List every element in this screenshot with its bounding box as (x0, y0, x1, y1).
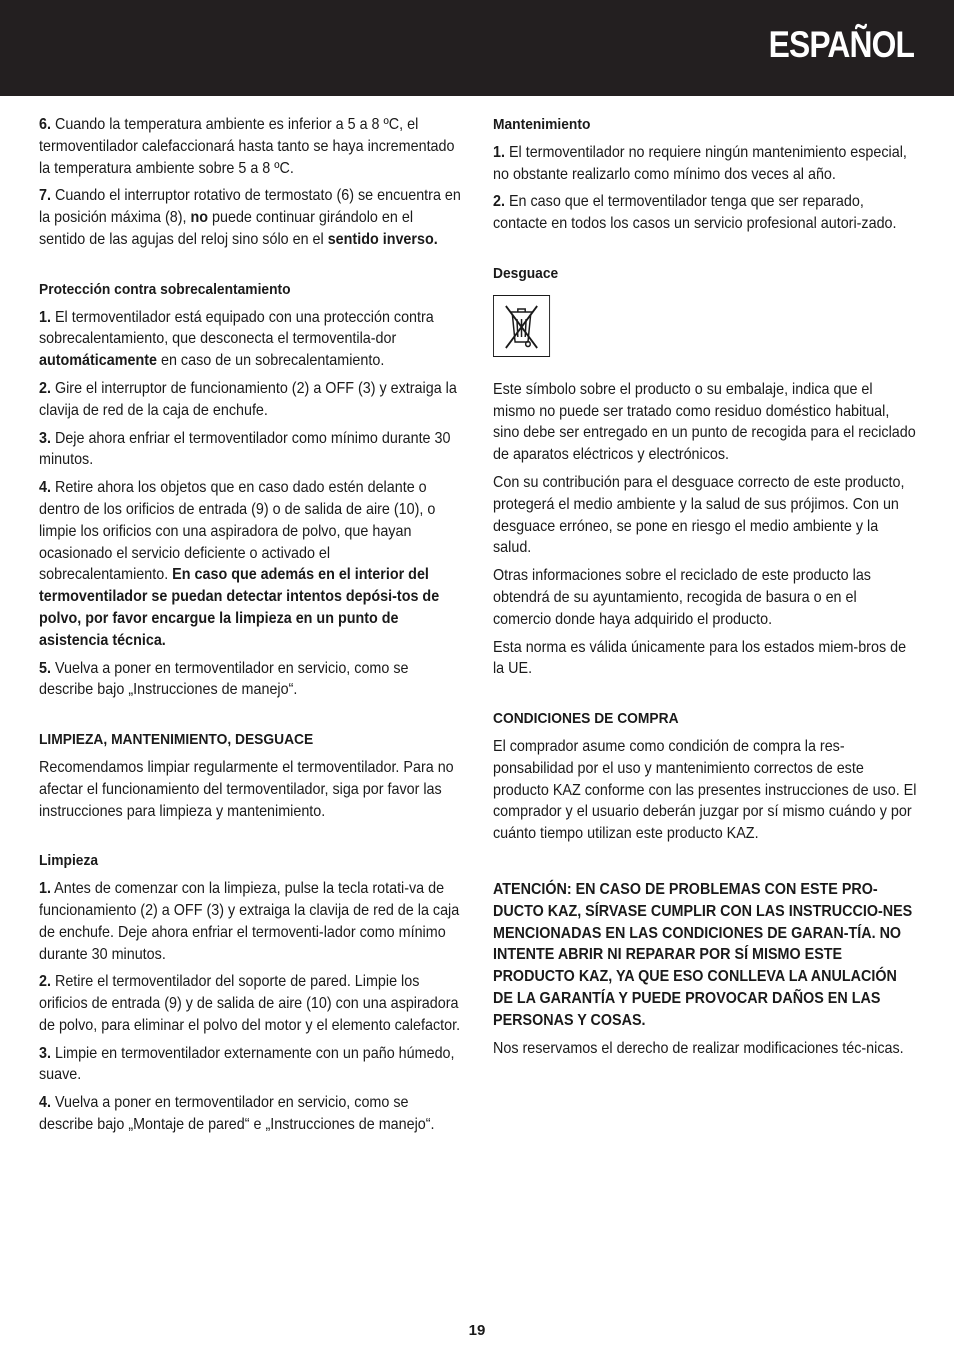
list-item (493, 142, 917, 186)
item-number: 4. (39, 1094, 51, 1112)
right-column (493, 114, 917, 1065)
item-text: Limpie en termoventilador externamente con un paño húmedo, suave. (39, 1044, 455, 1084)
list-item (39, 378, 463, 422)
item-text: Vuelva a poner en termoventilador en servicio, como se describe bajo „Montaje de pared“ e „Instrucciones de manejo“. (39, 1094, 435, 1134)
list-item (39, 878, 463, 965)
item-text: En caso que además en el interior del termoventilador se puedan detectar intentos depósi-tos de polvo, por favor encargue la limpieza en un punto de asistencia técnica. (39, 566, 440, 649)
list-item (39, 307, 463, 372)
disposal-paragraph: Otras informaciones sobre el reciclado de este producto las obtendrá de su ayuntamiento, recogida de basura o en el comercio donde haya adquirido el producto. (493, 567, 871, 628)
item-number: 2. (39, 973, 51, 991)
disposal-paragraph: Esta norma es válida únicamente para los estados miem-bros de la UE. (493, 638, 907, 678)
disposal-heading: Desguace (493, 264, 559, 282)
warning-text: ATENCIÓN: EN CASO DE PROBLEMAS CON ESTE PRO-DUCTO KAZ, SÍRVASE CUMPLIR CON LAS INSTRUCCIO-NES MENCIONADAS EN LAS CONDICIONES DE GARAN-TÍA. NO INTENTE ABRIR NI REPARAR POR SÍ MISMO ESTE PRODUCTO KAZ, YA QUE ESO CONLLEVA LA ANULACIÓN DE LA GARANTÍA Y PUEDE PROVOCAR DAÑOS EN LAS PERSONAS Y COSAS. (493, 880, 913, 1029)
disposal-paragraph: Este símbolo sobre el producto o su embalaje, indica que el mismo no puede ser tratado como residuo doméstico habitual, sino debe ser entregado en un punto de recogida para el reciclado de aparatos eléctricos y electrónicos. (493, 380, 916, 464)
item-number: 3. (39, 429, 51, 447)
item-text: El termoventilador está equipado con una protección contra sobrecalentamiento, que desconecta el termoventila-dor (39, 308, 434, 348)
item-number: 1. (493, 143, 505, 161)
cleaning-heading: Limpieza (39, 852, 99, 870)
item-number: 3. (39, 1044, 51, 1062)
cleaning-section-heading: LIMPIEZA, MANTENIMIENTO, DESGUACE (39, 731, 314, 749)
item-number: 4. (39, 479, 51, 497)
item-text: sentido inverso. (327, 230, 438, 248)
item-number: 5. (39, 659, 51, 677)
left-column (39, 114, 463, 1142)
item-text: en caso de un sobrecalentamiento. (157, 352, 385, 370)
item-text: Cuando la temperatura ambiente es inferior a 5 a 8 ºC, el termoventilador calefaccionará hasta tanto se haya incrementado la temperatura ambiente sobre 5 a 8 ºC. (39, 116, 455, 177)
page-number: 19 (468, 1322, 486, 1339)
list-item (39, 1043, 463, 1087)
list-item (39, 114, 463, 179)
item-text: Retire el termoventilador del soporte de pared. Limpie los orificios de entrada (9) y de salida de aire (10) con una aspiradora de polvo, para eliminar el polvo del motor y el elemento calefactor. (39, 973, 461, 1034)
page-header (0, 0, 954, 96)
disposal-paragraph: Con su contribución para el desguace correcto de este producto, protegerá el medio ambiente y la salud de sus prójimos. Con un desguace erróneo, se pone en riesgo el medio ambiente y la salud. (493, 473, 905, 557)
item-text: puede continuar girándolo en el sentido de las agujas del reloj sino sólo en el (39, 209, 414, 248)
item-number: 6. (39, 116, 51, 133)
item-number: 1. (39, 308, 51, 326)
crossed-out-wheelie-bin-icon (500, 300, 542, 352)
item-number: 2. (39, 379, 51, 397)
purchase-heading: CONDICIONES DE COMPRA (493, 710, 679, 728)
overheat-list (39, 307, 463, 702)
overheat-heading: Protección contra sobrecalentamiento (39, 280, 291, 298)
cleaning-intro: Recomendamos limpiar regularmente el termoventilador. Para no afectar el funcionamiento del termoventilador, siga por favor las instrucciones para limpieza y mantenimiento. (39, 758, 454, 820)
intro-list (39, 114, 463, 251)
list-item (39, 428, 463, 472)
item-text: Deje ahora enfriar el termoventilador como mínimo durante 30 minutos. (39, 429, 451, 469)
cleaning-list (39, 878, 463, 1136)
item-text: El termoventilador no requiere ningún mantenimiento especial, no obstante realizarlo como mínimo dos veces al año. (493, 143, 907, 183)
language-title: ESPAÑOL (768, 24, 914, 65)
maintenance-list (493, 142, 917, 235)
item-text: no (190, 209, 209, 227)
item-text: En caso que el termoventilador tenga que ser reparado, contacte en todos los casos un servicio profesional autori-zado. (493, 193, 897, 233)
item-number: 1. (39, 880, 51, 898)
list-item (39, 1092, 463, 1136)
list-item (39, 185, 463, 250)
item-text: Antes de comenzar con la limpieza, pulse la tecla rotati-va de funcionamiento (2) a OFF (3) y extraiga la clavija de red de la caja de enchufe. Deje ahora enfriar el termoventi-lador como mínimo durante 30 minutos. (39, 880, 460, 963)
item-text: Gire el interruptor de funcionamiento (2) a OFF (3) y extraiga la clavija de red de la caja de enchufe. (39, 379, 457, 419)
item-text: Cuando el interruptor rotativo de termostato (6) se encuentra en la posición máxima (8), (39, 187, 461, 227)
list-item (39, 658, 463, 702)
list-item (493, 191, 917, 235)
purchase-text: El comprador asume como condición de compra la res-ponsabilidad por el uso y mantenimiento correctos de este producto KAZ conforme con las presentes instrucciones de uso. El comprador y el usuario deberán juzgar por sí mismo cuándo y por cuánto tiempo utilizan este producto KAZ. (493, 737, 917, 843)
final-note: Nos reservamos el derecho de realizar modificaciones téc-nicas. (493, 1039, 904, 1057)
item-number: 7. (39, 187, 51, 205)
list-item (39, 477, 463, 651)
disposal-symbol-box (493, 295, 550, 357)
item-text: automáticamente (39, 352, 158, 370)
item-text: Retire ahora los objetos que en caso dado estén delante o dentro de los orificios de entrada (9) o de salida de aire (10), o limpie los orificios con una aspiradora de polvo, que hayan ocasionado el servicio deficiente o activado el sobrecalentamiento. (39, 479, 436, 584)
list-item (39, 971, 463, 1036)
item-text: Vuelva a poner en termoventilador en servicio, como se describe bajo „Instrucciones de manejo“. (39, 659, 409, 699)
maintenance-heading: Mantenimiento (493, 116, 591, 133)
item-number: 2. (493, 193, 505, 211)
